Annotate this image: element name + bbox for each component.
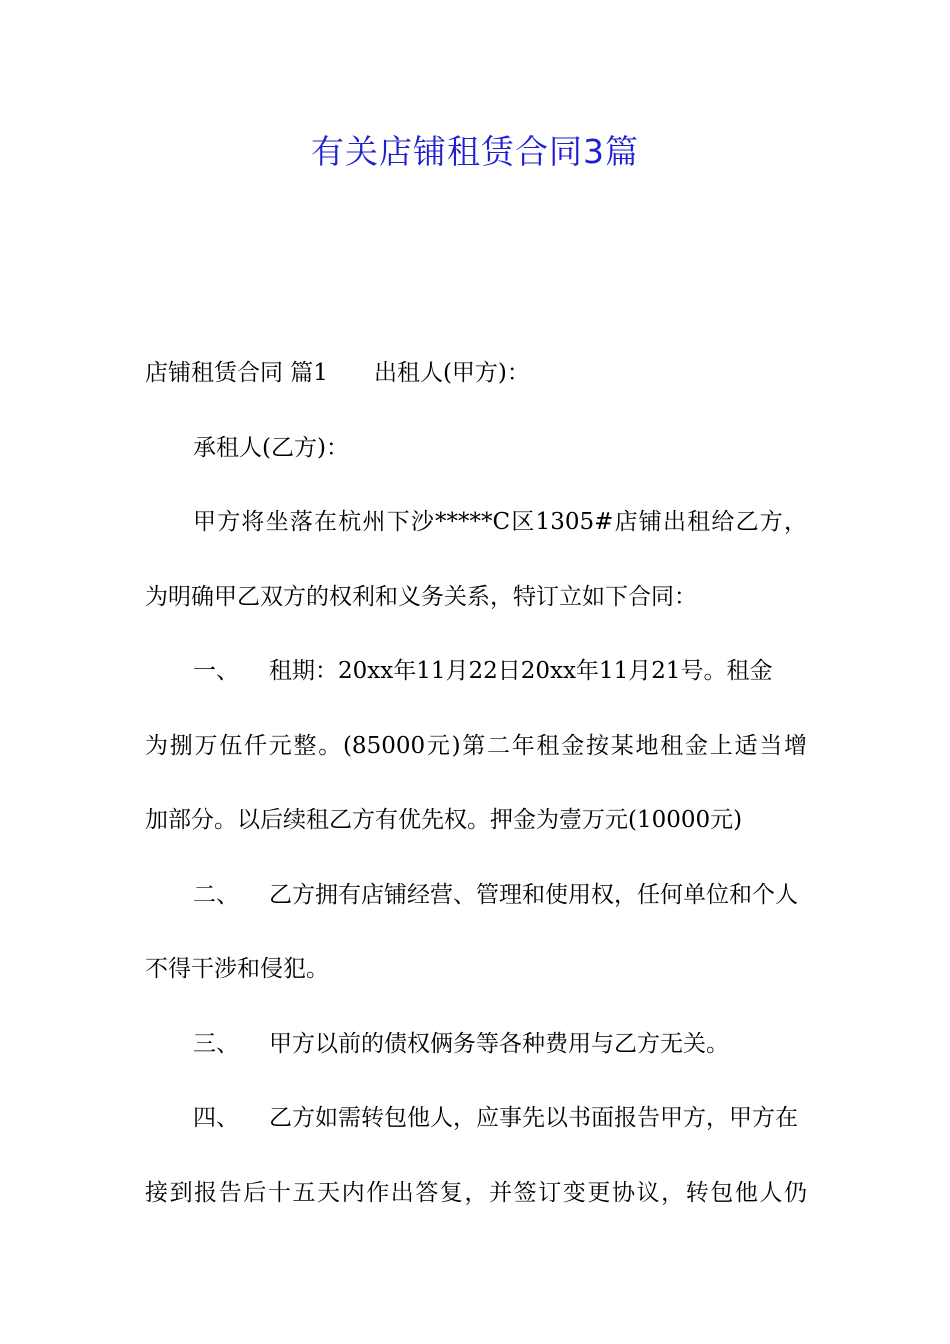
paragraph-line: [145, 1007, 807, 1082]
paragraph-line: [145, 1081, 807, 1156]
document-title: 有关店铺租赁合同3篇: [311, 132, 639, 171]
clause-text: 乙方如需转包他人，应事先以书面报告甲方，甲方在: [269, 1105, 798, 1131]
party-lessor-label: 出租人(甲方)：: [373, 360, 530, 386]
paragraph-line: 加部分。以后续租乙方有优先权。押金为壹万元(10000元): [145, 807, 743, 833]
paragraph-line: [145, 634, 807, 709]
paragraph-line: 为明确甲乙双方的权利和义务关系，特订立如下合同：: [145, 583, 697, 610]
section-heading: 店铺租赁合同 篇1: [145, 360, 328, 386]
clause-number: 四、: [193, 1105, 239, 1131]
paragraph-line: 甲方将坐落在杭州下沙*****C区1305#店铺出租给乙方，: [193, 509, 807, 535]
clause-number: 三、: [193, 1030, 239, 1057]
paragraph-line: 承租人(乙方)：: [193, 434, 349, 461]
document-body: [145, 336, 807, 1230]
paragraph-line: 接到报告后十五天内作出答复，并签订变更协议，转包他人仍: [145, 1179, 807, 1206]
paragraph-line: [145, 858, 807, 933]
paragraph-line: 为捌万伍仟元整。(85000元)第二年租金按某地租金上适当增: [145, 732, 807, 759]
clause-text: 乙方拥有店铺经营、管理和使用权，任何单位和个人: [269, 881, 798, 908]
clause-number: 二、: [193, 881, 239, 908]
paragraph-line: 不得干涉和侵犯。: [145, 956, 329, 982]
clause-text: 甲方以前的债权俩务等各种费用与乙方无关。: [269, 1030, 729, 1057]
paragraph-line: [145, 336, 807, 411]
clause-number: 一、: [193, 658, 239, 684]
clause-text: 租期：20xx年11月22日20xx年11月21号。租金: [269, 658, 773, 684]
